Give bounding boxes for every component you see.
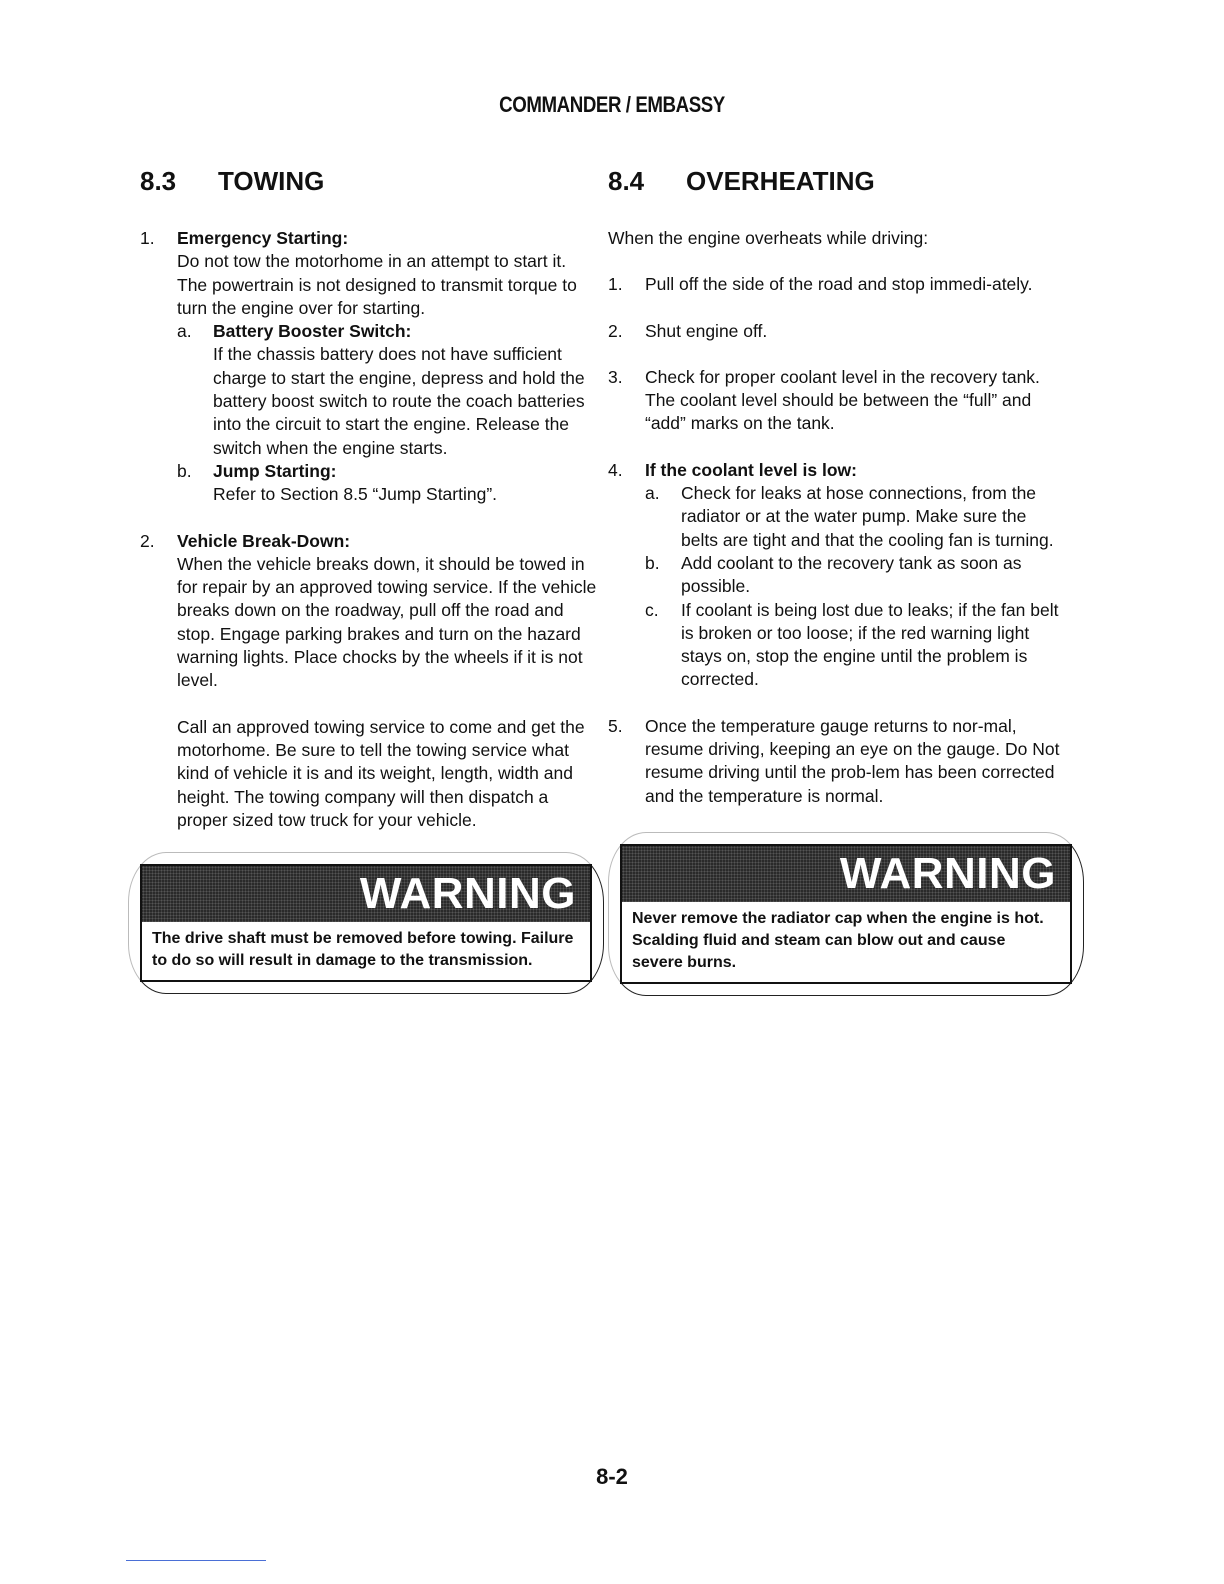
item-text: When the vehicle breaks down, it should be towed in for repair by an approved towing service. If the vehicle breaks down on the roadway, pull off the road and stop. Engage parking brakes and turn on the hazard warning lights. Place chocks by the wheels if it is not level.	[177, 553, 597, 691]
list-item-emergency-starting	[140, 227, 600, 507]
sub-text: Check for leaks at hose connections, from the radiator or at the water pump. Make sure the belts are tight and that the cooling fan is turning.	[681, 483, 1054, 550]
list-marker: 2.	[608, 320, 623, 341]
left-column	[140, 166, 600, 982]
warning-box	[620, 844, 1072, 984]
sub-marker: a.	[645, 483, 660, 504]
list-marker: 1.	[140, 228, 155, 248]
list-marker: 2.	[140, 530, 155, 551]
item-text: Call an approved towing service to come and get the motorhome. Be sure to tell the towing service what kind of vehicle it is and its weight, length, width and height. The towing company will then dispatch a proper sized tow truck for your vehicle.	[177, 716, 585, 830]
item-text: Once the temperature gauge returns to nor-mal, resume driving, keeping an eye on the gauge. Do Not resume driving until the prob-lem has been corrected and the temperature is normal.	[645, 715, 1060, 806]
warning-text: Never remove the radiator cap when the engine is hot. Scalding fluid and steam can blow out and cause severe burns.	[632, 909, 1044, 971]
sub-text: If coolant is being lost due to leaks; if the fan belt is broken or too loose; if the red warning light stays on, stop the engine until the problem is corrected.	[681, 599, 1059, 690]
warning-box	[140, 864, 592, 982]
item-text: Do not tow the motorhome in an attempt to start it. The powertrain is not designed to transmit torque to turn the engine over for starting.	[177, 251, 577, 318]
sub-marker: c.	[645, 599, 659, 620]
list-marker: 4.	[608, 459, 623, 480]
item-heading: Vehicle Break-Down:	[177, 530, 351, 551]
warning-banner: WARNING	[622, 846, 1070, 902]
section-heading-towing	[140, 166, 600, 197]
list-marker: 1.	[608, 274, 623, 295]
list-item-vehicle-break-down	[140, 530, 600, 833]
item-text: Shut engine off.	[645, 320, 768, 341]
item-text: Check for proper coolant level in the recovery tank. The coolant level should be between the “full” and “add” marks on the tank.	[645, 366, 1040, 434]
sub-marker: b.	[645, 552, 660, 573]
sub-heading: Jump Starting:	[213, 460, 337, 481]
list-marker: 3.	[608, 366, 623, 387]
list-item-coolant-low	[608, 459, 1068, 692]
item-text: Pull off the side of the road and stop immedi-ately.	[645, 274, 1033, 295]
warning-label-towing	[140, 864, 592, 982]
warning-label-overheating	[620, 844, 1072, 984]
list-item	[608, 320, 1068, 343]
sub-heading: Battery Booster Switch:	[213, 321, 412, 342]
list-marker: 5.	[608, 715, 623, 736]
sub-item	[645, 552, 1068, 599]
page-number: 8-2	[596, 1464, 628, 1489]
sub-text: Refer to Section 8.5 “Jump Starting”.	[213, 484, 498, 505]
item-heading: Emergency Starting:	[177, 228, 349, 248]
sub-marker: a.	[177, 321, 192, 342]
intro-text: When the engine overheats while driving:	[608, 228, 929, 248]
warning-text: The drive shaft must be removed before towing. Failure to do so will result in damage to the transmission.	[152, 930, 574, 970]
footer-rule	[126, 1560, 266, 1561]
sub-item	[645, 599, 1068, 692]
sub-text: If the chassis battery does not have sufficient charge to start the engine, depress and hold the battery boost switch to route the coach batteries into the circuit to start the engine. Release the switch when the engine starts.	[213, 344, 585, 458]
sub-item-jump-starting	[177, 460, 600, 507]
sub-item-battery-booster	[177, 320, 600, 460]
sub-item	[645, 482, 1068, 552]
item-heading: If the coolant level is low:	[645, 459, 857, 480]
section-title: OVERHEATING	[686, 166, 875, 196]
sub-text: Add coolant to the recovery tank as soon as possible.	[681, 552, 1022, 597]
list-item	[608, 273, 1068, 296]
list-item	[608, 366, 1068, 436]
section-number: 8.3	[140, 166, 177, 196]
section-title: TOWING	[218, 166, 325, 196]
list-item	[608, 715, 1068, 808]
warning-banner: WARNING	[142, 866, 590, 922]
sub-marker: b.	[177, 460, 192, 481]
section-number: 8.4	[608, 166, 645, 196]
right-column	[608, 166, 1068, 984]
section-heading-overheating	[608, 166, 1068, 197]
page-header: COMMANDER / EMBASSY	[499, 92, 725, 117]
